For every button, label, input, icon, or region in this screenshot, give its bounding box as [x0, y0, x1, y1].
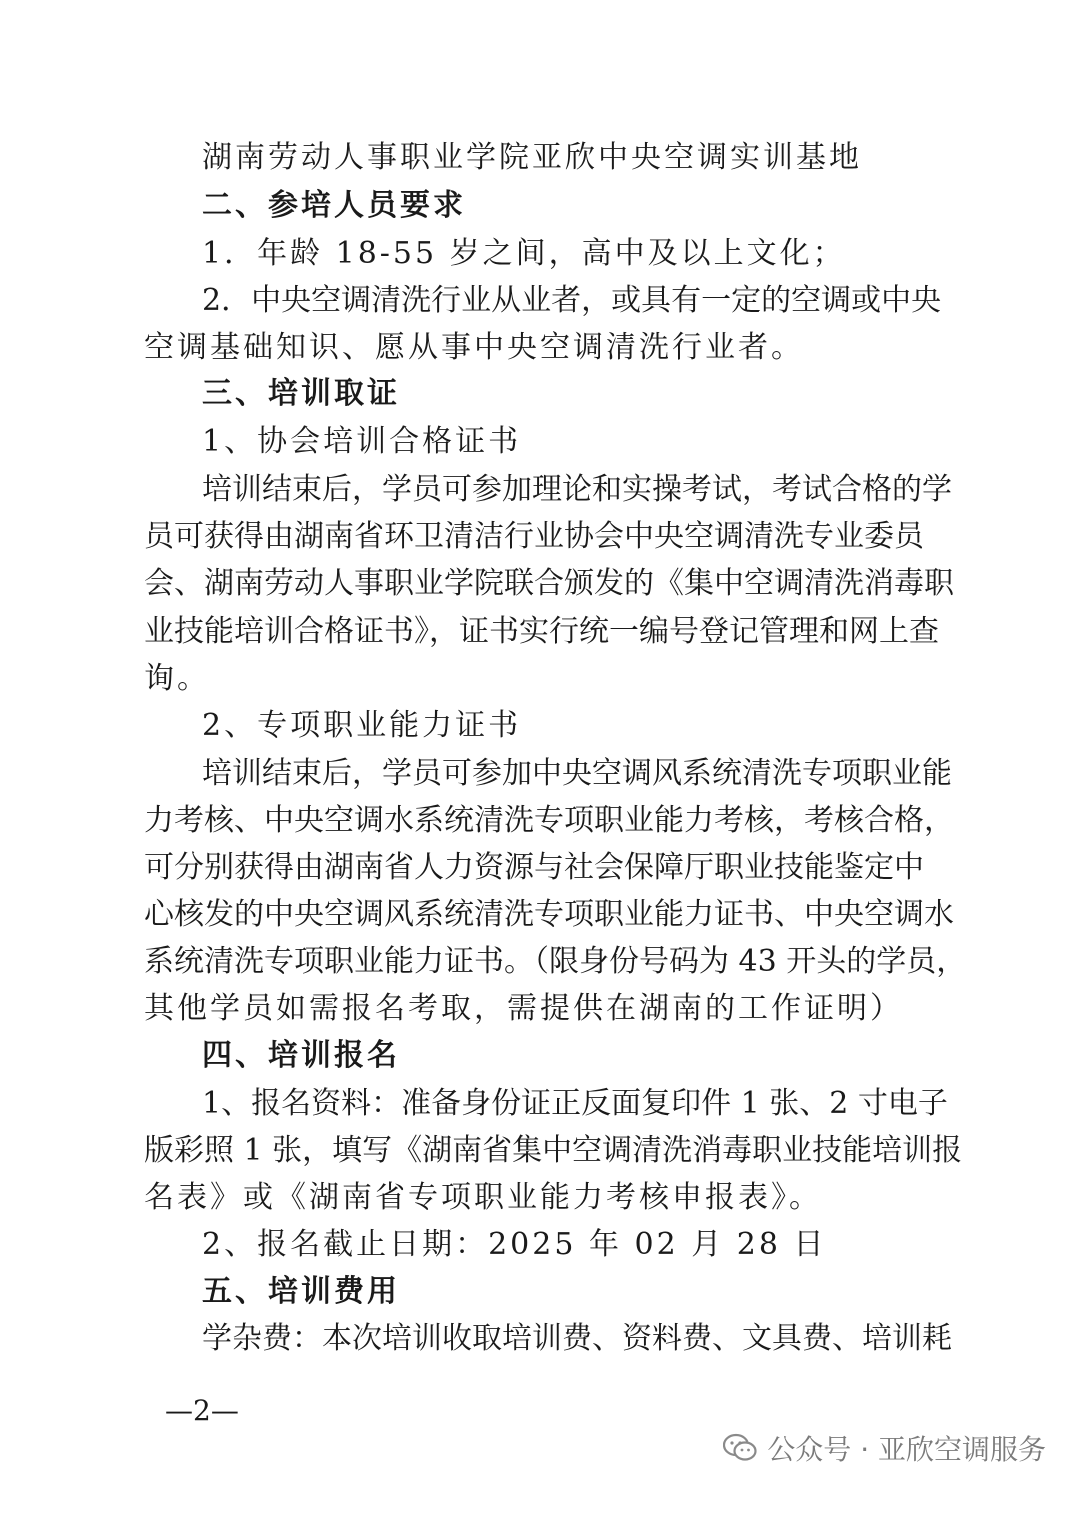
text-line: [0, 466, 1080, 514]
text-line: [0, 1221, 1080, 1269]
text-line: [0, 844, 1080, 892]
line-text: 会、湖南劳动人事职业学院联合颁发的《集中空调清洗消毒职: [144, 566, 954, 601]
line-text: 心核发的中央空调风系统清洗专项职业能力证书、中央空调水: [144, 897, 954, 932]
line-text: 培训结束后，学员可参加中央空调风系统清洗专项职业能: [202, 756, 952, 791]
text-line: [0, 277, 1080, 325]
text-line: [0, 985, 1080, 1033]
text-line: [0, 655, 1080, 703]
line-text: 版彩照 1 张，填写《湖南省集中空调清洗消毒职业技能培训报: [144, 1133, 963, 1168]
line-text: 培训结束后，学员可参加理论和实操考试，考试合格的学: [202, 472, 952, 507]
subheading-line: [0, 418, 1080, 466]
line-text: 系统清洗专项职业能力证书。（限身份号码为 43 开头的学员，: [144, 944, 967, 979]
line-text: 2、报名截止日期：2025 年 02 月 28 日: [202, 1227, 827, 1262]
line-text: 可分别获得由湖南省人力资源与社会保障厅职业技能鉴定中: [144, 850, 924, 885]
text-line: [0, 1080, 1080, 1128]
heading-text: 三、培训取证: [202, 376, 400, 411]
line-text: 学杂费：本次培训收取培训费、资料费、文具费、培训耗: [202, 1321, 952, 1356]
footer-attribution: [723, 1428, 1046, 1468]
text-line: [0, 1315, 1080, 1363]
line-text: 员可获得由湖南省环卫清洁行业协会中央空调清洗专业委员: [144, 519, 924, 554]
section-heading: [0, 1268, 1080, 1316]
text-line: [0, 560, 1080, 608]
line-text: 其他学员如需报名考取，需提供在湖南的工作证明）: [144, 991, 903, 1026]
text-line: [0, 608, 1080, 656]
line-text: 1、报名资料：准备身份证正反面复印件 1 张、2 寸电子: [202, 1086, 948, 1121]
line-text: 2．中央空调清洗行业从业者，或具有一定的空调或中央: [202, 283, 942, 318]
text-line: [0, 797, 1080, 845]
text-line: [0, 513, 1080, 561]
text-line: [0, 938, 1080, 986]
text-line: [0, 134, 1080, 182]
line-text: 力考核、中央空调水系统清洗专项职业能力考核，考核合格，: [144, 803, 954, 838]
line-text: 湖南劳动人事职业学院亚欣中央空调实训基地: [202, 140, 862, 175]
text-line: [0, 1174, 1080, 1222]
text-line: [0, 891, 1080, 939]
section-heading: [0, 370, 1080, 418]
line-text: 1．年龄 18-55 岁之间，高中及以上文化；: [202, 236, 846, 271]
heading-text: 五、培训费用: [202, 1274, 400, 1309]
text-line: [0, 324, 1080, 372]
page-number: —2—: [165, 1394, 239, 1427]
text-line: [0, 230, 1080, 278]
line-text: 空调基础知识、愿从事中央空调清洗行业者。: [144, 330, 804, 365]
line-text: 2、专项职业能力证书: [202, 708, 522, 743]
heading-text: 二、参培人员要求: [202, 188, 466, 223]
subheading-line: [0, 702, 1080, 750]
footer-label: 公众号 · 亚欣空调服务: [767, 1433, 1046, 1466]
text-line: [0, 750, 1080, 798]
section-heading: [0, 1032, 1080, 1080]
wechat-icon: [723, 1433, 757, 1463]
line-text: 1、协会培训合格证书: [202, 424, 522, 459]
line-text: 业技能培训合格证书》，证书实行统一编号登记管理和网上查: [144, 614, 939, 649]
line-text: 名表》或《湖南省专项职业能力考核申报表》。: [144, 1180, 822, 1215]
heading-text: 四、培训报名: [202, 1038, 400, 1073]
section-heading: [0, 182, 1080, 230]
line-text: 询。: [144, 661, 210, 696]
text-line: [0, 1127, 1080, 1175]
